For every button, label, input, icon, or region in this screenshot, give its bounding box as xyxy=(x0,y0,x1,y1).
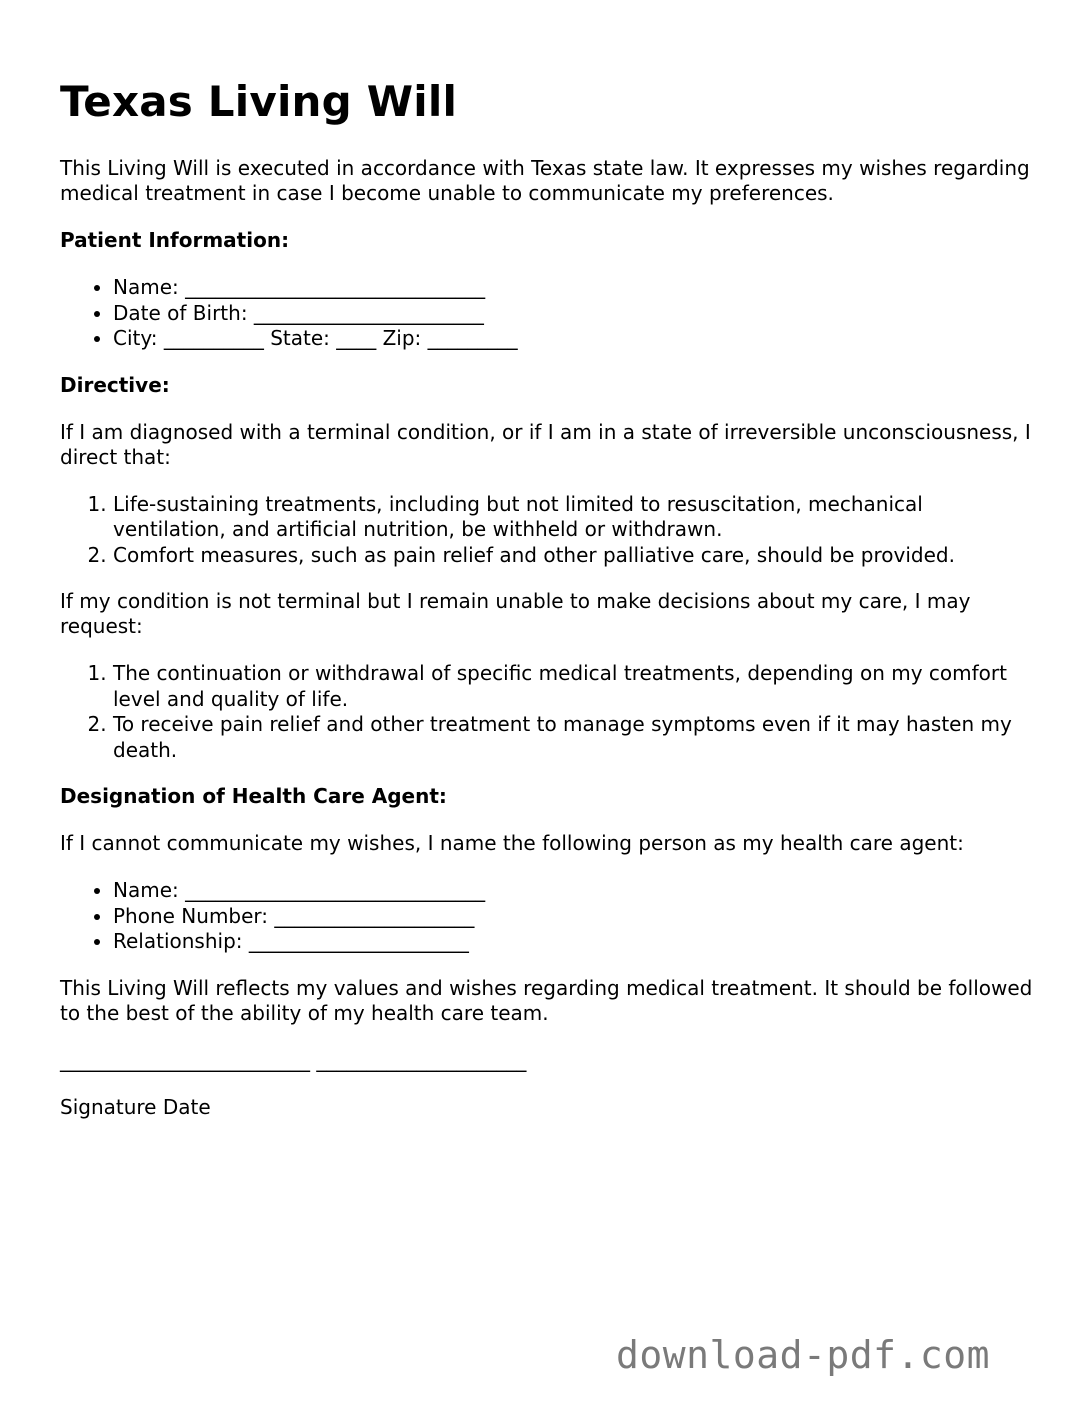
terminal-directive-list xyxy=(60,492,1040,569)
agent-phone-field: • Phone Number: ____________________ xyxy=(113,904,1040,930)
document-page xyxy=(60,72,1040,1142)
list-item: 1. Life-sustaining treatments, including but not limited to resuscitation, mechanical ventilation, and artificial nutrition, be withheld or withdrawn. xyxy=(113,492,1040,543)
patient-dob-field: • Date of Birth: _______________________ xyxy=(113,301,1040,327)
agent-relationship-field: • Relationship: ______________________ xyxy=(113,929,1040,955)
terminal-intro: If I am diagnosed with a terminal condition, or if I am in a state of irreversible unconsciousness, I direct that: xyxy=(60,419,1031,469)
agent-name-field: • Name: ______________________________ xyxy=(113,878,1040,904)
patient-info-heading: Patient Information: xyxy=(60,228,290,252)
list-item: 2. To receive pain relief and other treatment to manage symptoms even if it may hasten my death. xyxy=(113,712,1040,763)
directive-heading: Directive: xyxy=(60,372,170,397)
agent-intro: If I cannot communicate my wishes, I name the following person as my health care agent: xyxy=(60,831,964,855)
intro-paragraph: This Living Will is executed in accordance with Texas state law. It expresses my wishes regarding medical treatment in case I become unable to communicate my preferences. xyxy=(60,156,1030,205)
watermark: download-pdf.com xyxy=(616,1333,991,1377)
patient-name-field: • Name: ______________________________ xyxy=(113,275,1040,301)
list-item: 2. Comfort measures, such as pain relief and other palliative care, should be provided. xyxy=(113,543,1040,569)
signature-lines: _________________________ _____________________ xyxy=(60,1047,527,1072)
agent-heading: Designation of Health Care Agent: xyxy=(60,784,447,808)
nonterminal-intro: If my condition is not terminal but I remain unable to make decisions about my care, I may request: xyxy=(60,589,971,638)
nonterminal-directive-list xyxy=(60,661,1040,763)
patient-info-list xyxy=(60,275,1040,352)
patient-address-field: • City: __________ State: ____ Zip: _________ xyxy=(113,326,1040,352)
agent-info-list xyxy=(60,878,1040,955)
signature-labels: Signature Date xyxy=(60,1094,211,1119)
closing-paragraph: This Living Will reflects my values and wishes regarding medical treatment. It should be followed to the best of the ability of my health care team. xyxy=(60,975,1033,1025)
document-title: Texas Living Will xyxy=(60,77,458,126)
list-item: 1. The continuation or withdrawal of specific medical treatments, depending on my comfort level and quality of life. xyxy=(113,661,1040,712)
